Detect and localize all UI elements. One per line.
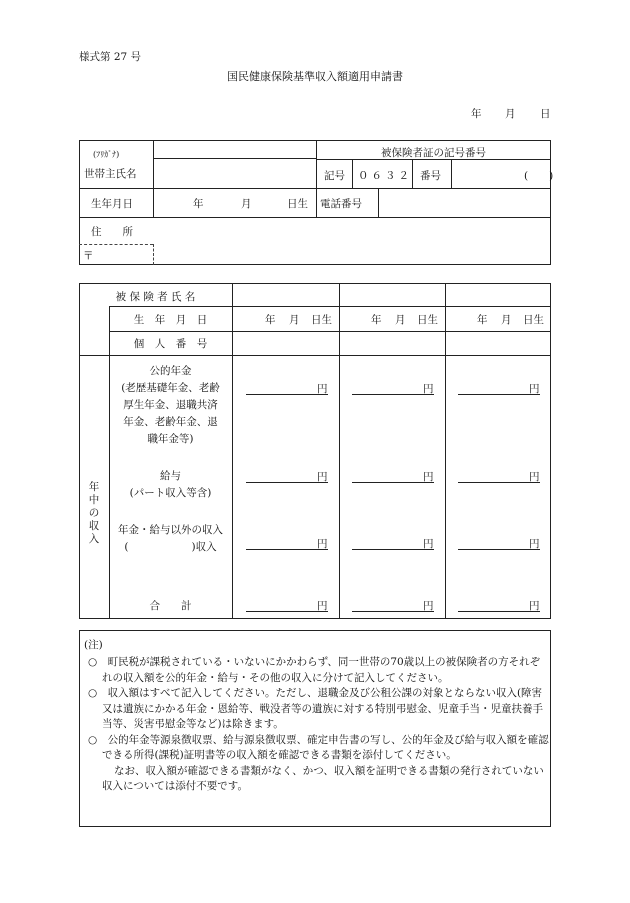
bango-field[interactable]: ( ) [524,170,554,182]
householder-name-label: 世帯主氏名 [84,168,137,180]
birth-month: 月 [241,198,252,210]
other-amount-1[interactable] [246,533,316,548]
yen-salary-1: 円 [317,471,328,483]
address-label: 住 所 [91,226,133,238]
yen-pension-1: 円 [317,383,328,395]
form-number: 様式第 27 号 [79,51,142,63]
birthdate-label: 生年月日 [91,198,133,210]
birth-day-3: 日生 [523,314,544,326]
insurance-number-label: 被保険者証の記号番号 [381,147,486,159]
phone-field[interactable] [380,190,550,216]
note-item: なお、収入額が確認できる書類がなく、かつ、収入額を証明できる書類の発行されていない収入については添付不要です。 [102,764,544,792]
note-item: ○ 町民税が課税されている・いないにかかわらず、同一世帯の70歳以上の被保険者の方それぞれの収入額を公的年金・給与・その他の収入に分けて記入してください。 [88,656,541,684]
birth-year-3: 年 [477,314,488,326]
kigo-value: ０６３２ [358,170,412,182]
furigana-field[interactable] [154,150,314,158]
kigo-label: 記号 [324,170,345,182]
notes-heading: (注) [84,639,103,651]
personal-number-field-1[interactable] [234,333,338,354]
postal-mark: 〒 [83,250,94,262]
yen-total-1: 円 [317,600,328,612]
birth-year-1: 年 [265,314,276,326]
total-amount-2[interactable] [352,595,422,610]
notes-list [88,655,550,795]
salary-amount-3[interactable] [458,466,528,481]
personal-number-field-3[interactable] [447,333,550,354]
birth-month-2: 月 [395,314,406,326]
yen-total-2: 円 [423,600,434,612]
page-title: 国民健康保険基準収入額適用申請書 [227,70,403,83]
annual-income-label: 年中の収入 [88,481,100,545]
pension-amount-2[interactable] [352,378,422,393]
householder-name-field[interactable] [154,160,314,187]
personal-number-label: 個 人 番 号 [133,338,208,350]
phone-label: 電話番号 [320,198,362,210]
insured-name-field-3[interactable] [447,285,550,305]
total-amount-3[interactable] [458,595,528,610]
date-day: 日 [540,108,551,120]
salary-label: 給与 (パート収入等含) [129,470,212,499]
note-item: ○ 公的年金等源泉徴収票、給与源泉徴収票、確定申告書の写し、公的年金及び給与収入額を確認できる所得(課税)証明書等の収入額を確認できる書類を添付してください。 [88,733,549,761]
yen-other-2: 円 [423,538,434,550]
birth-year-2: 年 [371,314,382,326]
yen-pension-2: 円 [423,383,434,395]
table-birthdate-label: 生 年 月 日 [133,314,208,326]
personal-number-field-2[interactable] [341,333,444,354]
pension-label: 公的年金 (老歴基礎年金、老齢 厚生年金、退職共済 年金、老齢年金、退 職年金等) [121,365,220,445]
other-amount-2[interactable] [352,533,422,548]
pension-amount-3[interactable] [458,378,528,393]
yen-pension-3: 円 [529,383,540,395]
birth-day: 日生 [287,198,308,210]
pension-amount-1[interactable] [246,378,316,393]
address-field[interactable] [156,219,549,263]
birth-day-1: 日生 [311,314,332,326]
insured-name-field-1[interactable] [234,285,338,305]
yen-total-3: 円 [529,600,540,612]
birth-month-1: 月 [289,314,300,326]
date-year: 年 [471,108,482,120]
note-item: ○ 収入額はすべて記入してください。ただし、退職金及び公租公課の対象とならない収入(障害又は遺族にかかる年金・恩給等、戦没者等の遺族に対する特別弔慰金、児童手当・児童扶養手当等、災害弔慰金等など)は除きます。 [88,687,543,730]
furigana-label: (ﾌﾘｶﾞﾅ) [93,150,120,159]
salary-amount-2[interactable] [352,466,422,481]
yen-other-1: 円 [317,538,328,550]
other-amount-3[interactable] [458,533,528,548]
total-label: 合 計 [149,600,192,612]
insured-name-field-2[interactable] [341,285,444,305]
other-income-label: 年金・給与以外の収入 ( )収入 [118,524,223,553]
salary-amount-1[interactable] [246,466,316,481]
insured-name-label: 被 保 険 者 氏 名 [115,291,196,303]
yen-other-3: 円 [529,538,540,550]
yen-salary-2: 円 [423,471,434,483]
birth-month-3: 月 [501,314,512,326]
date-month: 月 [505,108,516,120]
total-amount-1[interactable] [246,595,316,610]
birth-day-2: 日生 [417,314,438,326]
birth-year: 年 [193,198,204,210]
bango-label: 番号 [420,170,441,182]
yen-salary-3: 円 [529,471,540,483]
